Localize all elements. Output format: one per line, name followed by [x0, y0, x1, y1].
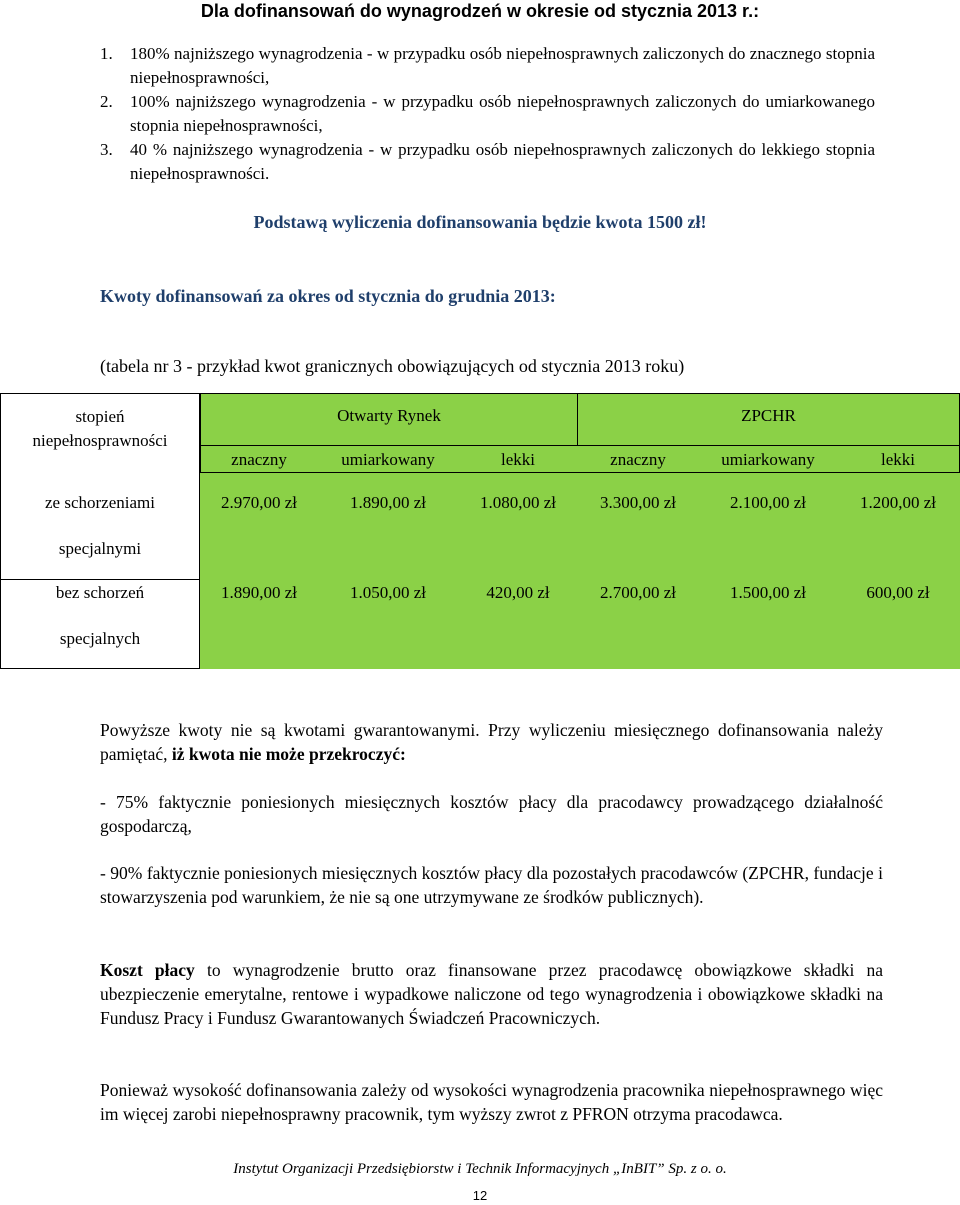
list-number: 1. [100, 44, 113, 63]
basis-note: Podstawą wyliczenia dofinansowania będzie kwota 1500 zł! [253, 212, 707, 232]
value-cell: 3.300,00 zł [599, 493, 677, 512]
value-cell: 1.050,00 zł [349, 583, 427, 602]
subheader-cell: umiarkowany [721, 450, 815, 469]
value-cell: 2.700,00 zł [599, 583, 677, 602]
subheader-cell: lekki [881, 450, 915, 469]
row-header-line: niepełnosprawności [32, 431, 168, 450]
page-number: 12 [472, 1188, 488, 1203]
value-cell: 1.080,00 zł [479, 493, 557, 512]
list-text: 180% najniższego wynagrodzenia - w przypadku osób niepełnosprawnych zaliczonych do znacznego stopnia niepełnosprawności, [130, 44, 875, 87]
group-header-open-market [200, 393, 578, 446]
percent-list [100, 42, 875, 186]
paragraph-75: - 75% faktycznie poniesionych miesięcznych kosztów płacy dla pracodawcy prowadzącego działalność gospodarczą, [100, 792, 883, 836]
subheader-cell: znaczny [231, 450, 287, 469]
list-number: 3. [100, 140, 113, 159]
paragraph-90: - 90% faktycznie poniesionych miesięcznych kosztów płacy dla pozostałych pracodawców (ZPCHR, fundacje i stowarzyszenia pod warunkiem, że nie są one utrzymywane ze środków publicznych). [100, 863, 883, 907]
paragraph-because: Ponieważ wysokość dofinansowania zależy od wysokości wynagrodzenia pracownika niepełnosprawnego więc im więcej zarobi niepełnosprawny pracownik, tym wyższy zwrot z PFRON otrzyma pracodawca. [100, 1080, 883, 1124]
amounts-title: Kwoty dofinansowań za okres od stycznia do grudnia 2013: [100, 286, 556, 306]
row-label-line: specjalnymi [58, 539, 142, 558]
row-label-line: specjalnych [59, 629, 141, 648]
subheader-cell: znaczny [610, 450, 666, 469]
group-header-zpchr [577, 393, 960, 446]
value-cell: 1.500,00 zł [729, 583, 807, 602]
value-cell: 600,00 zł [866, 583, 930, 602]
value-cell: 2.970,00 zł [220, 493, 298, 512]
paragraph-cost [100, 958, 883, 1030]
value-cell: 1.890,00 zł [220, 583, 298, 602]
group-label: ZPCHR [741, 406, 796, 425]
list-text: 100% najniższego wynagrodzenia - w przypadku osób niepełnosprawnych zaliczonych do umiarkowanego stopnia niepełnosprawności, [130, 92, 875, 135]
page-footer: Instytut Organizacji Przedsiębiorstw i Technik Informacyjnych „InBIT” Sp. z o. o. [233, 1161, 727, 1177]
subheader-cell: lekki [501, 450, 535, 469]
list-item [100, 138, 875, 186]
list-number: 2. [100, 92, 113, 111]
table-caption: (tabela nr 3 - przykład kwot granicznych obowiązujących od stycznia 2013 roku) [100, 356, 685, 376]
row-label-line: ze schorzeniami [45, 493, 155, 512]
row-label [0, 581, 200, 651]
row-header-label [0, 405, 200, 453]
list-text: 40 % najniższego wynagrodzenia - w przypadku osób niepełnosprawnych zaliczonych do lekkiego stopnia niepełnosprawności. [130, 140, 875, 183]
paragraph-emphasis: iż kwota nie może przekroczyć: [171, 744, 406, 764]
page-heading: Dla dofinansowań do wynagrodzeń w okresie od stycznia 2013 r.: [200, 1, 760, 21]
row-label [0, 491, 200, 561]
row-divider [0, 579, 200, 580]
paragraph-text: Powyższe kwoty nie są kwotami gwarantowanymi. Przy wyliczeniu miesięcznego dofinansowania należy pamiętać, [100, 720, 883, 764]
value-cell: 2.100,00 zł [729, 493, 807, 512]
paragraph-text: to wynagrodzenie brutto oraz finansowane przez pracodawcę obowiązkowe składki na ubezpieczenie emerytalne, rentowe i wypadkowe naliczone od tego wynagrodzenia i obowiązkowe składki na Fundusz Pracy i Fundusz Gwarantowanych Świadczeń Pracowniczych. [100, 960, 883, 1028]
value-cell: 420,00 zł [486, 583, 550, 602]
list-item [100, 42, 875, 90]
value-cell: 1.890,00 zł [349, 493, 427, 512]
list-item [100, 90, 875, 138]
value-cell: 1.200,00 zł [859, 493, 937, 512]
paragraph-guarantee [100, 718, 883, 766]
row-label-line: bez schorzeń [55, 583, 145, 602]
subheader-cell: umiarkowany [341, 450, 435, 469]
group-label: Otwarty Rynek [337, 406, 441, 425]
subsidy-table [0, 393, 960, 669]
paragraph-emphasis: Koszt płacy [100, 960, 195, 980]
row-header-line: stopień [75, 407, 125, 426]
